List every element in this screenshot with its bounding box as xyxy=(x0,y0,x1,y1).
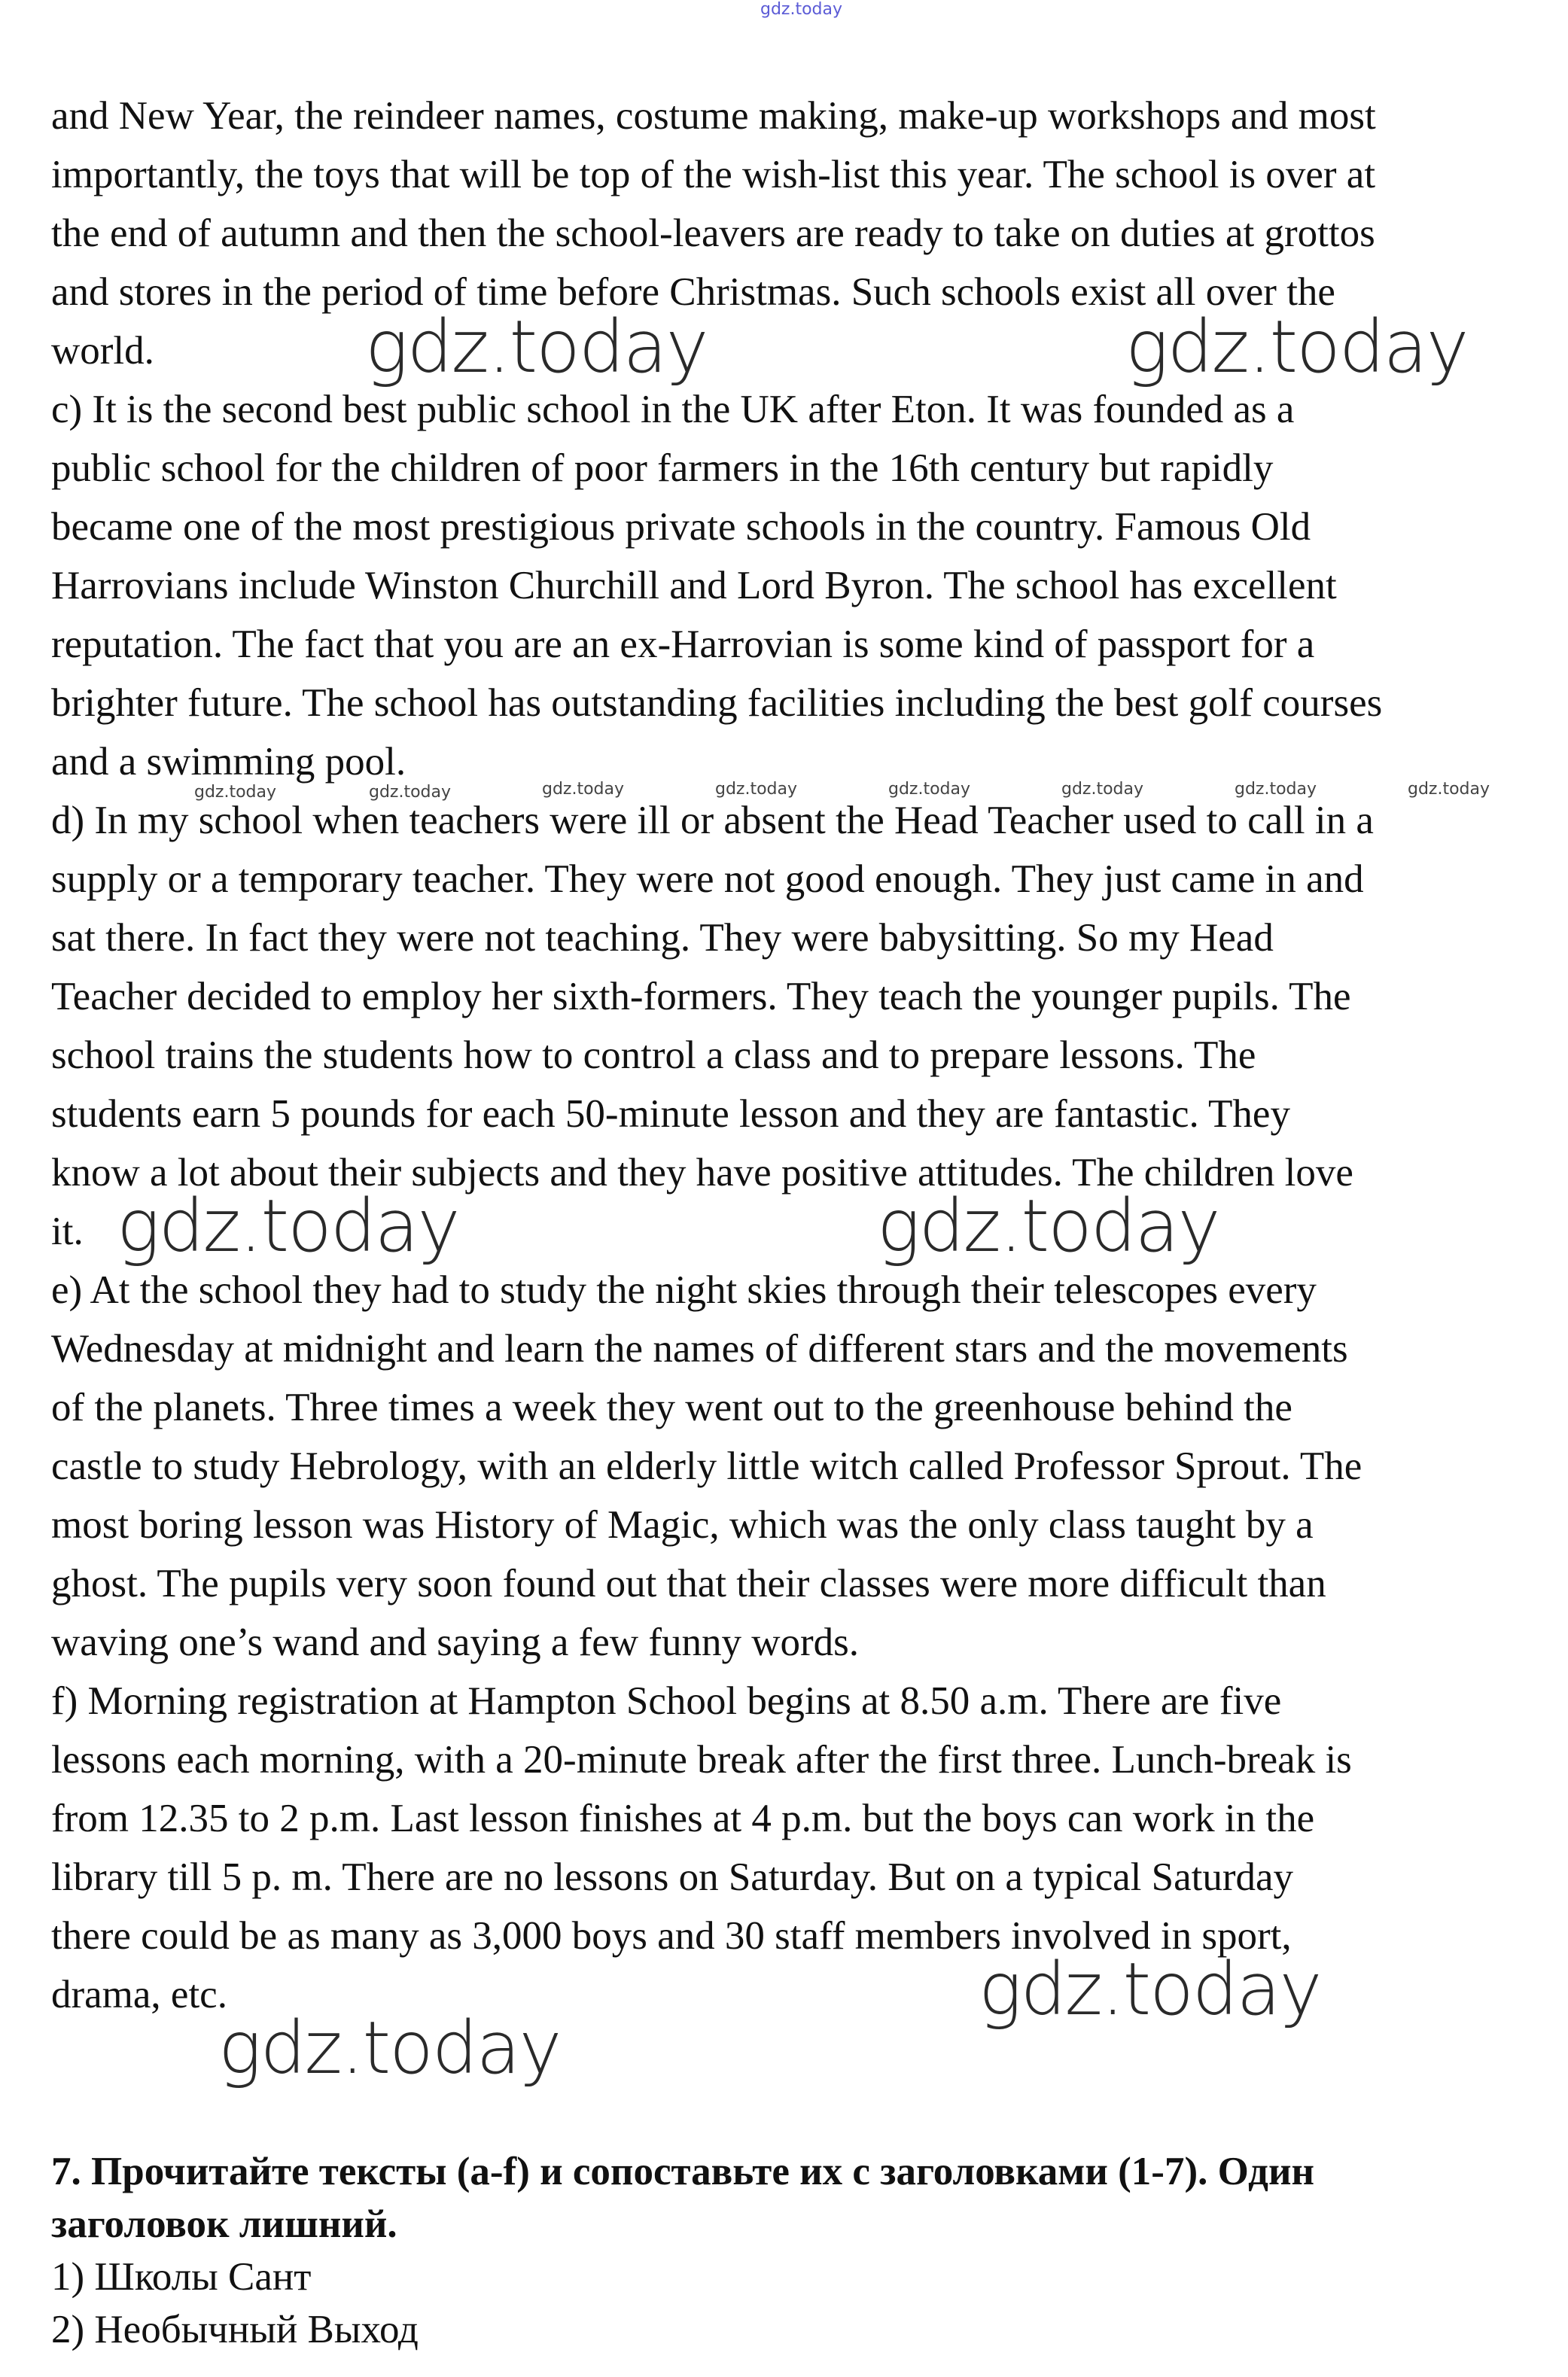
body-line: students earn 5 pounds for each 50-minute lesson and they are fantastic. They xyxy=(51,1092,1290,1136)
body-line: know a lot about their subjects and they have positive attitudes. The children love xyxy=(51,1151,1353,1195)
watermark: gdz.today xyxy=(1125,305,1468,389)
body-line: importantly, the toys that will be top of the wish-list this year. The school is over at xyxy=(51,153,1376,196)
watermark: gdz.today xyxy=(365,305,708,389)
task-title-continued: заголовок лишний. xyxy=(51,2202,397,2246)
watermark: gdz.today xyxy=(117,1184,459,1268)
task-option: 1) Школы Сант xyxy=(51,2255,312,2299)
watermark-small: gdz.today xyxy=(888,780,971,799)
watermark: gdz.today xyxy=(877,1184,1219,1268)
body-line: Harrovians include Winston Churchill and Lord Byron. The school has excellent xyxy=(51,564,1337,607)
watermark: gdz.today xyxy=(979,1947,1321,2032)
body-line: castle to study Hebrology, with an elderly little witch called Professor Sprout. The xyxy=(51,1444,1362,1488)
body-line: became one of the most prestigious private schools in the country. Famous Old xyxy=(51,505,1311,549)
body-line: lessons each morning, with a 20-minute break after the first three. Lunch-break is xyxy=(51,1738,1352,1782)
body-line: drama, etc. xyxy=(51,1973,227,2016)
watermark-small: gdz.today xyxy=(369,783,452,802)
watermark-small: gdz.today xyxy=(542,780,625,799)
task-option: 2) Необычный Выход xyxy=(51,2308,419,2351)
header-watermark: gdz.today xyxy=(760,0,843,19)
body-line: world. xyxy=(51,329,154,373)
body-line: most boring lesson was History of Magic, which was the only class taught by a xyxy=(51,1503,1314,1547)
task-title: 7. Прочитайте тексты (a-f) и сопоставьте их с заголовками (1-7). Один xyxy=(51,2150,1315,2193)
body-line: of the planets. Three times a week they went out to the greenhouse behind the xyxy=(51,1386,1292,1429)
watermark-small: gdz.today xyxy=(1235,780,1317,799)
body-line: it. xyxy=(51,1210,84,1253)
body-line: and New Year, the reindeer names, costume making, make-up workshops and most xyxy=(51,94,1376,138)
body-line: library till 5 p. m. There are no lessons on Saturday. But on a typical Saturday xyxy=(51,1855,1294,1899)
body-line: supply or a temporary teacher. They were not good enough. They just came in and xyxy=(51,857,1364,901)
body-line: brighter future. The school has outstanding facilities including the best golf courses xyxy=(51,681,1383,725)
body-line: Wednesday at midnight and learn the names of different stars and the movements xyxy=(51,1327,1348,1371)
watermark-small: gdz.today xyxy=(1408,780,1490,799)
body-line: and a swimming pool. xyxy=(51,740,406,784)
body-line: waving one’s wand and saying a few funny words. xyxy=(51,1621,860,1664)
watermark-small: gdz.today xyxy=(1061,780,1144,799)
watermark-small: gdz.today xyxy=(715,780,798,799)
body-line: there could be as many as 3,000 boys and 30 staff members involved in sport, xyxy=(51,1914,1292,1958)
body-line: school trains the students how to control a class and to prepare lessons. The xyxy=(51,1033,1256,1077)
body-line: the end of autumn and then the school-leavers are ready to take on duties at grottos xyxy=(51,212,1375,255)
body-line: Teacher decided to employ her sixth-formers. They teach the younger pupils. The xyxy=(51,975,1351,1018)
body-line: sat there. In fact they were not teaching. They were babysitting. So my Head xyxy=(51,916,1274,960)
body-line: from 12.35 to 2 p.m. Last lesson finishes at 4 p.m. but the boys can work in the xyxy=(51,1797,1315,1840)
body-line: c) It is the second best public school in the UK after Eton. It was founded as a xyxy=(51,388,1295,431)
body-line: ghost. The pupils very soon found out that their classes were more difficult than xyxy=(51,1562,1326,1605)
watermark: gdz.today xyxy=(218,2006,561,2090)
body-line: f) Morning registration at Hampton School begins at 8.50 a.m. There are five xyxy=(51,1679,1282,1723)
body-line: and stores in the period of time before Christmas. Such schools exist all over the xyxy=(51,270,1335,314)
body-line: d) In my school when teachers were ill or absent the Head Teacher used to call in a xyxy=(51,799,1374,842)
body-line: e) At the school they had to study the night skies through their telescopes every xyxy=(51,1268,1317,1312)
watermark-small: gdz.today xyxy=(194,783,277,802)
body-line: reputation. The fact that you are an ex-Harrovian is some kind of passport for a xyxy=(51,622,1315,666)
body-line: public school for the children of poor farmers in the 16th century but rapidly xyxy=(51,446,1274,490)
